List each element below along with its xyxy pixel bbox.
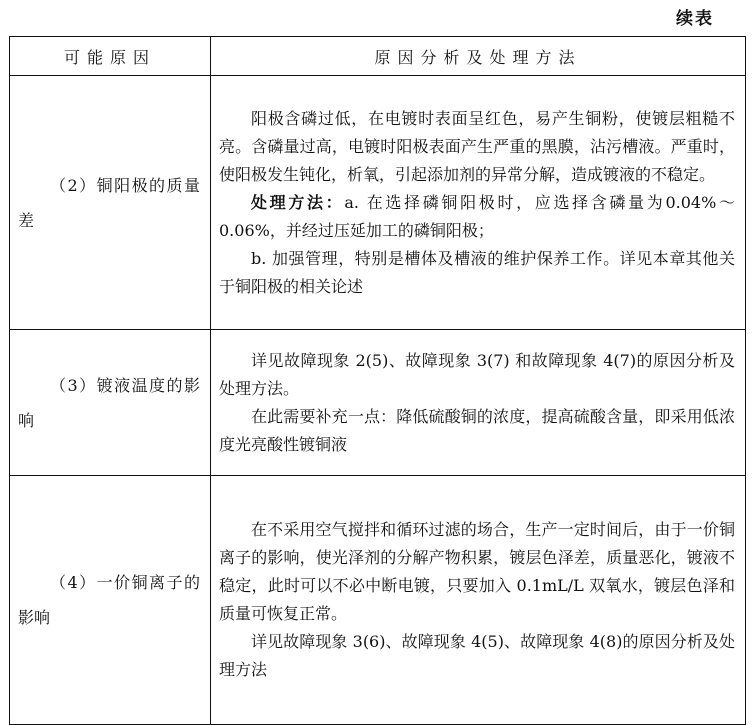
analysis-paragraph xyxy=(219,403,735,459)
analysis-paragraph xyxy=(219,105,735,189)
analysis-cell xyxy=(211,76,746,330)
cause-analysis-table xyxy=(9,36,746,725)
analysis-paragraph xyxy=(219,516,735,628)
header-possible-cause: 可能原因 xyxy=(10,37,211,76)
paragraph-text: b. 加强管理，特别是槽体及槽液的维护保养工作。详见本章其他关于铜阳极的相关论述 xyxy=(219,248,735,296)
table-row xyxy=(10,330,746,476)
table-row xyxy=(10,76,746,330)
analysis-paragraph xyxy=(219,189,735,245)
analysis-cell xyxy=(211,330,746,476)
paragraph-text: 在此需要补充一点：降低硫酸铜的浓度，提高硫酸含量，即采用低浓度光亮酸性镀铜液 xyxy=(219,406,735,454)
analysis-paragraph xyxy=(219,245,735,301)
cause-cell: （4）一价铜离子的影响 xyxy=(10,476,211,725)
analysis-paragraph xyxy=(219,628,735,684)
table-header-row xyxy=(10,37,746,76)
table-row xyxy=(10,476,746,725)
paragraph-text: 详见故障现象 2(5)、故障现象 3(7) 和故障现象 4(7)的原因分析及处理方法。 xyxy=(219,350,735,398)
paragraph-text: a. 在选择磷铜阳极时，应选择含磷量为0.04%～0.06%，并经过压延加工的磷铜阳极； xyxy=(219,192,735,240)
paragraph-lead: 处理方法： xyxy=(251,192,345,212)
paragraph-text: 阳极含磷过低，在电镀时表面呈红色，易产生铜粉，使镀层粗糙不亮。含磷量过高，电镀时阳极表面产生严重的黑膜，沾污槽液。严重时，使阳极发生钝化，析氧，引起添加剂的异常分解，造成镀液的不稳定。 xyxy=(219,108,735,184)
cause-cell: （3）镀液温度的影响 xyxy=(10,330,211,476)
analysis-cell xyxy=(211,476,746,725)
paragraph-text: 在不采用空气搅拌和循环过滤的场合，生产一定时间后，由于一价铜离子的影响，使光泽剂的分解产物积累，镀层色泽差，质量恶化，镀液不稳定，此时可以不必中断电镀，只要加入 0.1mL/L 双氧水，镀层色泽和质量可恢复正常。 xyxy=(219,520,735,623)
continued-label: 续表 xyxy=(676,9,714,29)
header-analysis-method: 原因分析及处理方法 xyxy=(211,37,746,76)
analysis-paragraph xyxy=(219,347,735,403)
cause-cell: （2）铜阳极的质量差 xyxy=(10,76,211,330)
paragraph-text: 详见故障现象 3(6)、故障现象 4(5)、故障现象 4(8)的原因分析及处理方法 xyxy=(219,632,735,679)
